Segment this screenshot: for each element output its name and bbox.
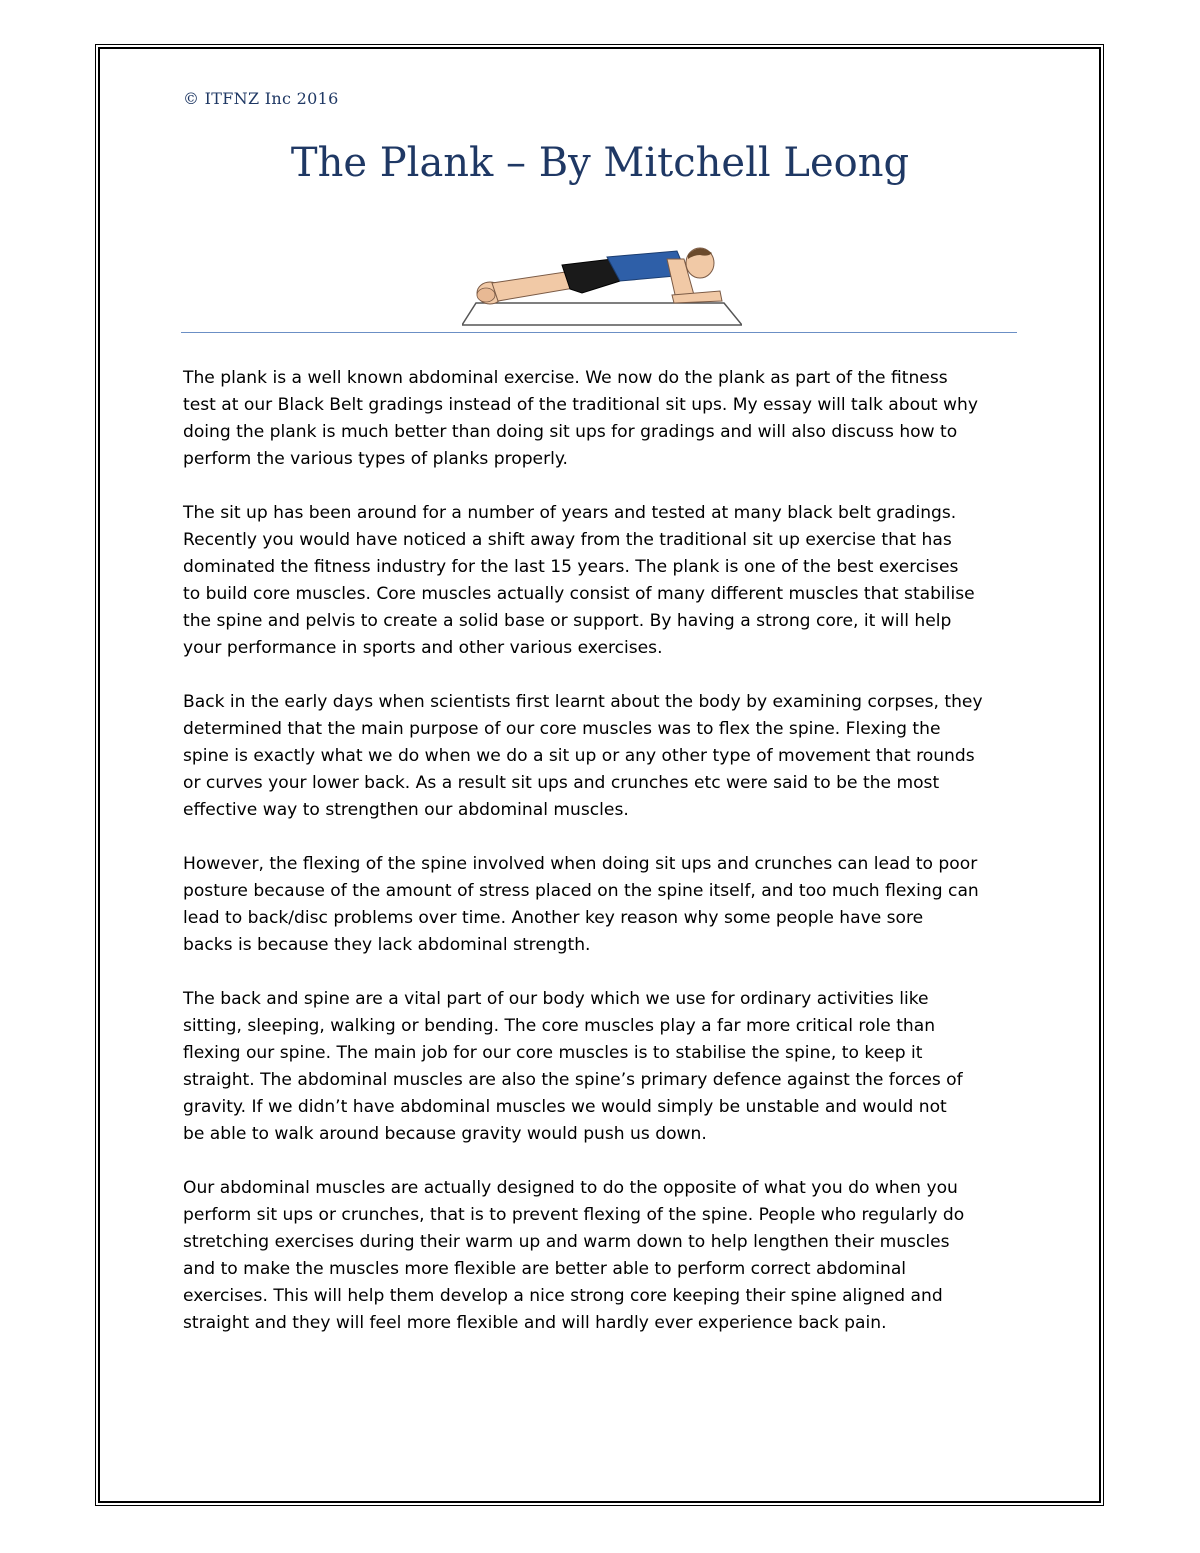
text-line: test at our Black Belt gradings instead of the traditional sit ups. My essay will talk about why (183, 395, 978, 415)
text-line: The back and spine are a vital part of our body which we use for ordinary activities like (183, 989, 929, 1009)
text-line: perform the various types of planks properly. (183, 449, 568, 469)
copyright-notice: © ITFNZ Inc 2016 (183, 89, 339, 108)
text-line: straight and they will feel more flexible and will hardly ever experience back pain. (183, 1313, 887, 1333)
text-line: dominated the fitness industry for the last 15 years. The plank is one of the best exercises (183, 557, 959, 577)
text-line: exercises. This will help them develop a nice strong core keeping their spine aligned and (183, 1286, 943, 1306)
text-line: be able to walk around because gravity would push us down. (183, 1124, 707, 1144)
paragraph (183, 1175, 1023, 1337)
text-line: lead to back/disc problems over time. Another key reason why some people have sore (183, 908, 924, 928)
text-line: sitting, sleeping, walking or bending. The core muscles play a far more critical role than (183, 1016, 936, 1036)
text-line: The plank is a well known abdominal exercise. We now do the plank as part of the fitness (183, 368, 948, 388)
text-line: gravity. If we didn’t have abdominal muscles we would simply be unstable and would not (183, 1097, 947, 1117)
text-line: your performance in sports and other various exercises. (183, 638, 663, 658)
paragraph (183, 500, 1023, 662)
text-line: The sit up has been around for a number of years and tested at many black belt gradings. (183, 503, 957, 523)
text-line: However, the flexing of the spine involved when doing sit ups and crunches can lead to poor (183, 854, 978, 874)
text-line: stretching exercises during their warm up and warm down to help lengthen their muscles (183, 1232, 950, 1252)
essay-body (183, 365, 1023, 1364)
text-line: Recently you would have noticed a shift away from the traditional sit up exercise that has (183, 530, 952, 550)
paragraph (183, 689, 1023, 824)
title-divider (181, 332, 1017, 333)
text-line: or curves your lower back. As a result sit ups and crunches etc were said to be the most (183, 773, 940, 793)
paragraph (183, 851, 1023, 959)
text-line: doing the plank is much better than doing sit ups for gradings and will also discuss how to (183, 422, 958, 442)
paragraph (183, 365, 1023, 473)
text-line: perform sit ups or crunches, that is to prevent flexing of the spine. People who regularly do (183, 1205, 965, 1225)
page-title: The Plank – By Mitchell Leong (290, 140, 910, 186)
paragraph (183, 986, 1023, 1148)
text-line: determined that the main purpose of our core muscles was to flex the spine. Flexing the (183, 719, 941, 739)
text-line: spine is exactly what we do when we do a sit up or any other type of movement that rounds (183, 746, 975, 766)
text-line: to build core muscles. Core muscles actually consist of many different muscles that stabilise (183, 584, 975, 604)
text-line: straight. The abdominal muscles are also the spine’s primary defence against the forces of (183, 1070, 963, 1090)
exercise-mat (462, 303, 742, 325)
text-line: and to make the muscles more flexible are better able to perform correct abdominal (183, 1259, 907, 1279)
text-line: the spine and pelvis to create a solid base or support. By having a strong core, it will help (183, 611, 952, 631)
text-line: effective way to strengthen our abdominal muscles. (183, 800, 629, 820)
text-line: flexing our spine. The main job for our core muscles is to stabilise the spine, to keep it (183, 1043, 923, 1063)
text-line: Back in the early days when scientists first learnt about the body by examining corpses, they (183, 692, 983, 712)
text-line: backs is because they lack abdominal strength. (183, 935, 591, 955)
text-line: posture because of the amount of stress placed on the spine itself, and too much flexing can (183, 881, 979, 901)
text-line: Our abdominal muscles are actually designed to do the opposite of what you do when you (183, 1178, 958, 1198)
plank-illustration (462, 245, 742, 327)
